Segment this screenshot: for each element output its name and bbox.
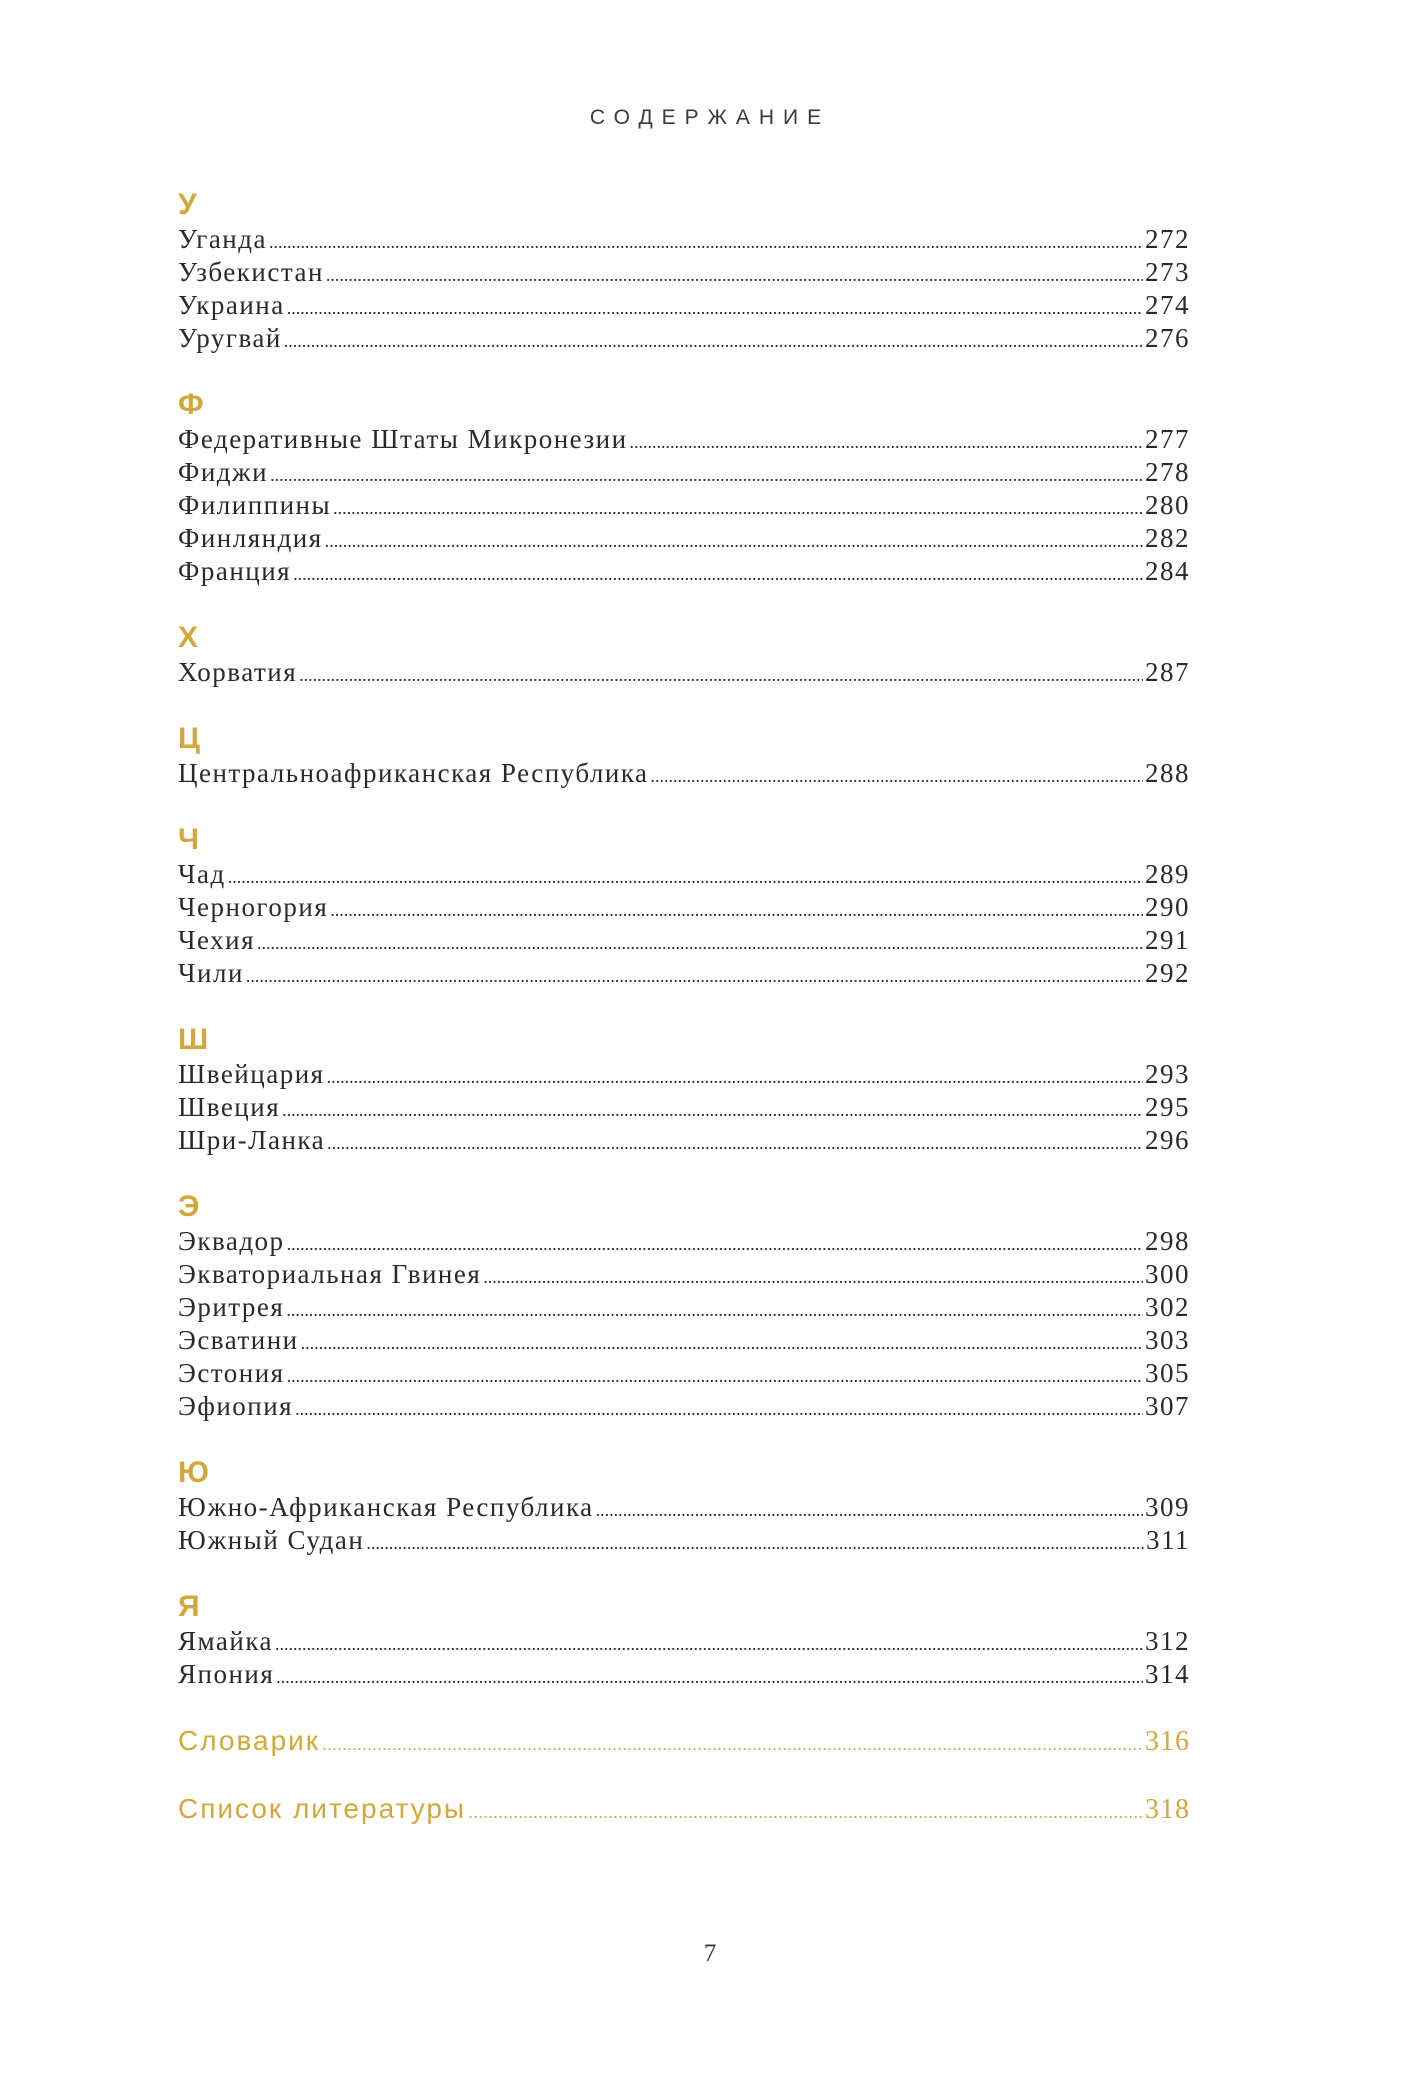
toc-entry[interactable] xyxy=(178,1124,1190,1157)
section-letter: У xyxy=(178,188,197,221)
toc-entry[interactable] xyxy=(178,891,1190,924)
toc-entry-page: 284 xyxy=(1145,556,1190,586)
toc-entry[interactable] xyxy=(178,1357,1190,1390)
section-gap xyxy=(178,1557,1190,1589)
dot-leader xyxy=(275,1628,1143,1661)
dot-leader xyxy=(326,259,1143,292)
dot-leader xyxy=(282,1094,1143,1127)
toc-entry-page: 280 xyxy=(1145,490,1190,520)
section-letter: Ф xyxy=(178,388,204,421)
toc-entry-page: 296 xyxy=(1145,1125,1190,1155)
toc-entry-page: 309 xyxy=(1145,1492,1190,1522)
section-gap xyxy=(178,1157,1190,1189)
toc-entry-title: Федеративные Штаты Микронезии xyxy=(178,424,628,454)
dot-leader xyxy=(293,558,1143,591)
dot-leader xyxy=(287,1360,1143,1393)
dot-leader xyxy=(651,760,1143,793)
dot-leader xyxy=(301,1327,1143,1360)
toc-entry-page: 290 xyxy=(1145,892,1190,922)
section-gap xyxy=(178,588,1190,620)
toc-entry-title: Япония xyxy=(178,1659,275,1689)
toc-entry-title: Хорватия xyxy=(178,657,298,687)
toc-entry-title: Украина xyxy=(178,290,285,320)
section-gap xyxy=(178,790,1190,822)
toc-entry-page: 314 xyxy=(1145,1659,1190,1689)
dot-leader xyxy=(257,927,1143,960)
dot-leader xyxy=(596,1494,1143,1527)
toc-entry[interactable] xyxy=(178,757,1190,790)
dot-leader xyxy=(333,492,1143,525)
toc-entry-title: Фиджи xyxy=(178,457,269,487)
toc-entry-page: 293 xyxy=(1145,1059,1190,1089)
dot-leader xyxy=(327,1061,1143,1094)
dot-leader xyxy=(286,1294,1143,1327)
appendix-page: 318 xyxy=(1145,1794,1190,1825)
toc-entry[interactable] xyxy=(178,1524,1190,1557)
dot-leader xyxy=(468,1794,1143,1830)
dot-leader xyxy=(246,960,1143,993)
toc-entry-page: 282 xyxy=(1145,523,1190,553)
toc-entry[interactable] xyxy=(178,423,1190,456)
toc-entry-title: Чили xyxy=(178,958,244,988)
toc-entry[interactable] xyxy=(178,1324,1190,1357)
dot-leader xyxy=(630,426,1143,459)
appendix-title: Словарик xyxy=(178,1725,321,1756)
toc-entry-page: 274 xyxy=(1145,290,1190,320)
toc-entry-title: Экваториальная Гвинея xyxy=(178,1259,482,1289)
dot-leader xyxy=(330,894,1143,927)
section-letter: Ш xyxy=(178,1023,209,1056)
toc-entry[interactable] xyxy=(178,858,1190,891)
toc-entry[interactable] xyxy=(178,1390,1190,1423)
dot-leader xyxy=(284,325,1143,358)
toc-entry-title: Эсватини xyxy=(178,1325,299,1355)
toc-entry-title: Уругвай xyxy=(178,323,282,353)
toc-entry-title: Ямайка xyxy=(178,1626,274,1656)
section-letter: Я xyxy=(178,1590,200,1623)
section-letter: Э xyxy=(178,1190,200,1223)
toc-entry-title: Чехия xyxy=(178,925,256,955)
toc-entry-page: 277 xyxy=(1145,424,1190,454)
toc-entry-title: Швейцария xyxy=(178,1059,325,1089)
toc-entry[interactable] xyxy=(178,1291,1190,1324)
toc-entry[interactable] xyxy=(178,256,1190,289)
dot-leader xyxy=(295,1393,1143,1426)
toc-entry-page: 303 xyxy=(1145,1325,1190,1355)
section-letter: Ч xyxy=(178,823,200,856)
toc-entry-page: 298 xyxy=(1145,1226,1190,1256)
toc-entry-title: Узбекистан xyxy=(178,257,324,287)
toc-entry-title: Чад xyxy=(178,859,226,889)
toc-entry-page: 302 xyxy=(1145,1292,1190,1322)
toc-entry-title: Южно-Африканская Республика xyxy=(178,1492,594,1522)
toc-entry[interactable] xyxy=(178,1625,1190,1658)
toc-entry[interactable] xyxy=(178,957,1190,990)
toc-entry-page: 287 xyxy=(1145,657,1190,687)
section-gap xyxy=(178,355,1190,387)
section-letter: Ю xyxy=(178,1456,209,1489)
toc-entry[interactable] xyxy=(178,522,1190,555)
toc-entry-page: 272 xyxy=(1145,224,1190,254)
toc-entry[interactable] xyxy=(178,924,1190,957)
toc-entry[interactable] xyxy=(178,289,1190,322)
toc-entry[interactable] xyxy=(178,1658,1190,1691)
toc-entry[interactable] xyxy=(178,1258,1190,1291)
toc-entry-page: 276 xyxy=(1145,323,1190,353)
table-of-contents xyxy=(178,187,1190,1827)
toc-entry[interactable] xyxy=(178,1091,1190,1124)
toc-entry-title: Уганда xyxy=(178,224,267,254)
toc-entry-title: Шри-Ланка xyxy=(178,1125,326,1155)
dot-leader xyxy=(287,292,1143,325)
toc-entry-page: 291 xyxy=(1145,925,1190,955)
dot-leader xyxy=(327,1127,1143,1160)
toc-entry-title: Франция xyxy=(178,556,292,586)
toc-entry[interactable] xyxy=(178,1058,1190,1091)
toc-entry[interactable] xyxy=(178,555,1190,588)
toc-entry-title: Финляндия xyxy=(178,523,323,553)
section-letter: Ц xyxy=(178,722,200,755)
toc-entry-page: 305 xyxy=(1145,1358,1190,1388)
toc-entry-title: Эстония xyxy=(178,1358,285,1388)
section-gap xyxy=(178,990,1190,1022)
toc-entry-page: 273 xyxy=(1145,257,1190,287)
toc-entry-page: 292 xyxy=(1145,958,1190,988)
toc-entry-title: Филиппины xyxy=(178,490,332,520)
toc-entry-title: Эквадор xyxy=(178,1226,285,1256)
toc-entry[interactable] xyxy=(178,1225,1190,1258)
toc-entry[interactable] xyxy=(178,1491,1190,1524)
dot-leader xyxy=(483,1261,1143,1294)
appendix-gap xyxy=(178,1759,1190,1791)
dot-leader xyxy=(366,1527,1144,1560)
toc-entry-title: Эритрея xyxy=(178,1292,285,1322)
dot-leader xyxy=(276,1661,1143,1694)
toc-entry-page: 288 xyxy=(1145,758,1190,788)
toc-entry-page: 289 xyxy=(1145,859,1190,889)
dot-leader xyxy=(325,525,1143,558)
dot-leader xyxy=(287,1228,1143,1261)
dot-leader xyxy=(228,861,1143,894)
section-letter: Х xyxy=(178,621,199,654)
toc-entry[interactable] xyxy=(178,322,1190,355)
dot-leader xyxy=(270,459,1143,492)
toc-entry-title: Южный Судан xyxy=(178,1525,365,1555)
toc-entry-title: Центральноафриканская Республика xyxy=(178,758,649,788)
toc-entry-page: 307 xyxy=(1145,1391,1190,1421)
dot-leader xyxy=(299,659,1143,692)
toc-entry-page: 278 xyxy=(1145,457,1190,487)
toc-entry[interactable] xyxy=(178,656,1190,689)
toc-entry-page: 311 xyxy=(1146,1525,1190,1555)
appendix-entry[interactable] xyxy=(178,1723,1190,1759)
toc-entry[interactable] xyxy=(178,489,1190,522)
appendix-title: Список литературы xyxy=(178,1793,467,1824)
toc-entry[interactable] xyxy=(178,456,1190,489)
toc-entry-title: Швеция xyxy=(178,1092,281,1122)
section-gap xyxy=(178,1423,1190,1455)
page-header: СОДЕРЖАНИЕ xyxy=(589,106,831,129)
appendix-page: 316 xyxy=(1145,1726,1190,1757)
dot-leader xyxy=(269,226,1143,259)
section-gap xyxy=(178,689,1190,721)
toc-entry-title: Эфиопия xyxy=(178,1391,294,1421)
toc-entry-page: 312 xyxy=(1145,1626,1190,1656)
toc-entry-page: 295 xyxy=(1145,1092,1190,1122)
toc-entry-title: Черногория xyxy=(178,892,329,922)
appendix-entry[interactable] xyxy=(178,1791,1190,1827)
dot-leader xyxy=(322,1726,1143,1762)
section-gap xyxy=(178,1691,1190,1723)
toc-entry-page: 300 xyxy=(1145,1259,1190,1289)
page-number: 7 xyxy=(703,1940,717,1967)
toc-entry[interactable] xyxy=(178,223,1190,256)
